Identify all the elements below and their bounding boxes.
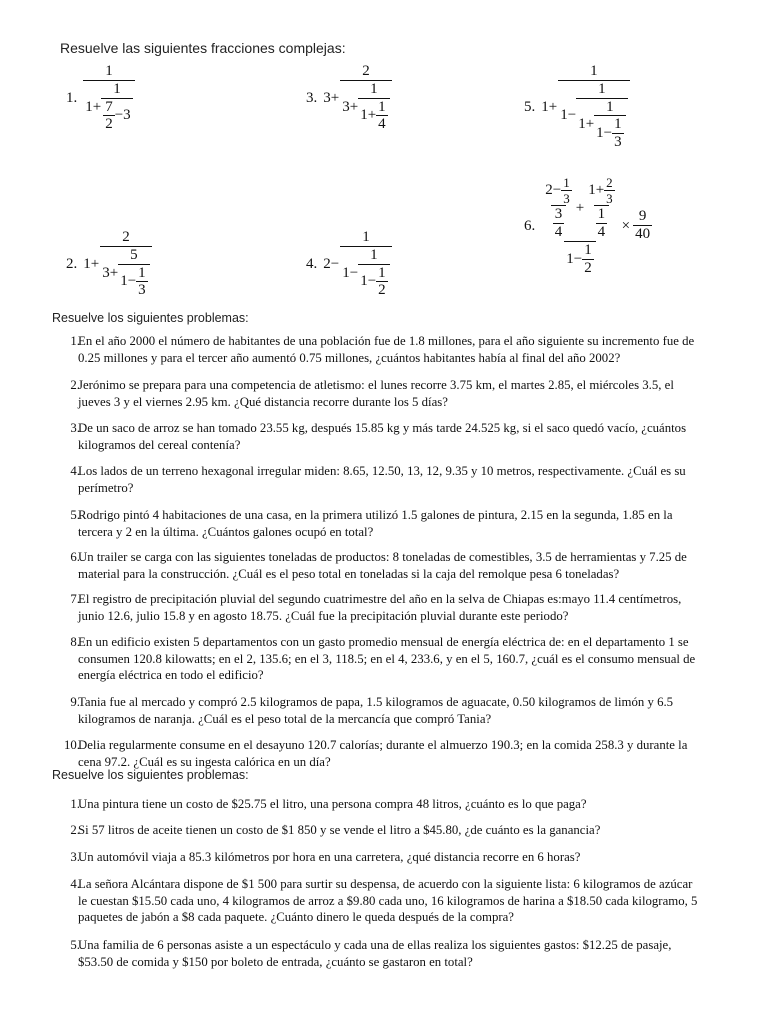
item-number: 7. <box>70 592 80 606</box>
item-text: Delia regularmente consume en el desayuno 120.7 calorías; durante el almuerzo 190.3; en la comida 258.3 y durante la cena 97.2. ¿Cuál es su ingesta calórica en un día? <box>78 738 688 769</box>
item-number: 10. <box>64 738 80 752</box>
item-number: 5. <box>70 938 80 952</box>
item-text: La señora Alcántara dispone de $1 500 para surtir su despensa, de acuerdo con la siguiente lista: 6 kilogramos de azúcar le cuestan $15.50 cada uno, 4 kilogramos de arroz a $9.80 cada uno, 16 kilogramos de harina a $18.50 cada kilogramo, 5 paquetes de jabón a $8 cada paquete. ¿Cuánto dinero le queda después de la compra? <box>78 877 698 924</box>
problems-1-heading: Resuelve los siguientes problemas: <box>52 311 249 325</box>
item-text: Si 57 litros de aceite tienen un costo de $1 850 y se vende el litro a $45.80, ¿de cuánto es la ganancia? <box>78 823 601 837</box>
denominator: 2 <box>584 259 592 276</box>
fraction-number: 2. <box>66 256 78 272</box>
denominator: 4 <box>554 224 563 241</box>
item-number: 9. <box>70 695 80 709</box>
numerator: 1 <box>105 63 113 79</box>
numerator: 1 <box>370 246 378 263</box>
item-number: 8. <box>70 635 80 649</box>
numerator: 1 <box>590 63 598 79</box>
denominator: 3 <box>606 190 613 206</box>
item-text: Un automóvil viaja a 85.3 kilómetros por hora en una carretera, ¿qué distancia recorre en 6 horas? <box>78 850 581 864</box>
item-text: Un trailer se carga con las siguientes toneladas de productos: 8 toneladas de comestibles, 3.5 de herramientas y 7.25 de material para la construcción. ¿Cuál es el peso total en toneladas si la caja del remolque pesa 6 toneladas? <box>78 550 687 581</box>
numerator: 1 <box>378 264 386 281</box>
term: 1− <box>360 273 377 290</box>
denominator: 40 <box>635 226 651 243</box>
numerator: 1 <box>138 264 146 281</box>
item-number: 6. <box>70 550 80 564</box>
item-text: Los lados de un terreno hexagonal irregular miden: 8.65, 12.50, 13, 12, 9.35 y 10 metros, respectivamente. ¿Cuál es su perímetro? <box>78 464 686 495</box>
term: 1− <box>596 125 613 142</box>
fraction-5 <box>524 64 630 151</box>
numerator: 1 <box>370 80 378 97</box>
fraction-number: 3. <box>306 90 318 106</box>
item-text: Una familia de 6 personas asiste a un espectáculo y cada una de ellas realiza los siguientes gastos: $12.25 de pasaje, $53.50 de comida y $150 por boleto de entrada, ¿cuánto se gastaron en total? <box>78 938 672 969</box>
item-number: 1. <box>70 334 80 348</box>
term: 1− <box>342 264 359 281</box>
numerator: 1 <box>614 116 622 133</box>
term: 1+ <box>578 116 595 133</box>
item-number: 1. <box>70 797 80 811</box>
item-number: 3. <box>70 850 80 864</box>
numerator: 1 <box>563 175 570 190</box>
term: 1+ <box>83 256 100 272</box>
term: 3+ <box>342 98 359 115</box>
denominator: 2 <box>378 282 386 299</box>
term: 1− <box>560 107 577 124</box>
term: 1+ <box>588 181 605 198</box>
item-text: De un saco de arroz se han tomado 23.55 kg, después 15.85 kg y más tarde 24.525 kg, si el saco quedó vacío, ¿cuántos kilogramos del cereal contenía? <box>78 421 687 452</box>
term: 1+ <box>541 98 558 115</box>
fraction-3 <box>306 64 392 133</box>
denominator: 3 <box>138 282 146 299</box>
numerator: 3 <box>554 206 563 223</box>
denominator: 4 <box>597 224 606 241</box>
numerator: 9 <box>638 208 647 225</box>
numerator: 1 <box>362 229 370 245</box>
numerator: 1 <box>378 98 386 115</box>
term: 1+ <box>85 98 102 115</box>
item-text: En el año 2000 el número de habitantes de una población fue de 1.8 millones, para el año siguiente su incremento fue de 0.25 millones y para el tercer año aumentó 0.75 millones, ¿cuántos habitantes había al final del año 2002? <box>78 334 695 365</box>
numerator: 1 <box>597 206 606 223</box>
fraction-number: 1. <box>66 90 78 106</box>
denominator: 4 <box>378 116 386 133</box>
denominator: 2 <box>105 116 113 133</box>
fraction-number: 4. <box>306 256 318 272</box>
item-text: Tania fue al mercado y compró 2.5 kilogramos de papa, 1.5 kilogramos de aguacate, 0.50 kilogramos de limón y 6.5 kilogramos de naranja. ¿Cuál es el peso total de la mercancía que compró Tania? <box>78 695 674 726</box>
item-number: 2. <box>70 823 80 837</box>
fraction-2 <box>66 230 152 299</box>
numerator: 2 <box>606 175 613 190</box>
fractions-heading: Resuelve las siguientes fracciones complejas: <box>60 40 346 56</box>
fraction-number: 5. <box>524 98 536 115</box>
numerator: 1 <box>584 241 592 258</box>
numerator: 2 <box>362 63 370 79</box>
plus-sign: + <box>575 199 585 216</box>
fraction-4 <box>306 230 392 299</box>
term: 2− <box>323 256 340 272</box>
term: 1+ <box>360 107 377 124</box>
term: −3 <box>114 107 131 124</box>
term: 2− <box>545 181 562 198</box>
denominator: 3 <box>563 190 570 206</box>
item-text: Rodrigo pintó 4 habitaciones de una casa, en la primera utilizó 1.5 galones de pintura, 2.15 en la segunda, 1.85 en la tercera y 2 en la última. ¿Cuántos galones ocupó en total? <box>78 508 673 539</box>
fraction-1 <box>66 64 135 133</box>
problems-2-heading: Resuelve los siguientes problemas: <box>52 768 249 782</box>
item-text: Jerónimo se prepara para una competencia de atletismo: el lunes recorre 3.75 km, el martes 2.85, el miércoles 3.5, el jueves 3 y el viernes 2.95 km. ¿Qué distancia recorre durante los 5 días? <box>78 378 674 409</box>
item-number: 2. <box>70 378 80 392</box>
times-sign: × <box>621 217 631 234</box>
fraction-number: 6. <box>524 217 536 234</box>
item-number: 4. <box>70 464 80 478</box>
item-number: 3. <box>70 421 80 435</box>
term: 1− <box>120 273 137 290</box>
fraction-6 <box>524 176 652 276</box>
item-text: El registro de precipitación pluvial del segundo cuatrimestre del año en la selva de Chiapas es:mayo 11.4 centímetros, junio 12.6, julio 15.8 y en agosto 18.75. ¿Cuál fue la precipitación pluvial durante este periodo? <box>78 592 682 623</box>
numerator: 1 <box>606 98 614 115</box>
denominator: 3 <box>614 134 622 150</box>
item-text: En un edificio existen 5 departamentos con un gasto promedio mensual de energía eléctrica de: en el departamento 1 se consumen 120.8 kilowatts; en el 2, 135.6; en el 3, 118.5; en el 4, 233.6, y en el 5, 160.7, ¿cuál es el consumo mensual de energía eléctrica en todo el edificio? <box>78 635 696 682</box>
item-number: 4. <box>70 877 80 891</box>
term: 3+ <box>323 90 340 106</box>
item-number: 5. <box>70 508 80 522</box>
term: 1− <box>566 250 583 267</box>
term: 3+ <box>102 264 119 281</box>
numerator: 7 <box>105 98 113 115</box>
numerator: 5 <box>130 246 138 263</box>
numerator: 1 <box>113 80 121 97</box>
numerator: 1 <box>598 80 606 97</box>
numerator: 2 <box>122 229 130 245</box>
item-text: Una pintura tiene un costo de $25.75 el litro, una persona compra 48 litros, ¿cuánto es lo que paga? <box>78 797 587 811</box>
